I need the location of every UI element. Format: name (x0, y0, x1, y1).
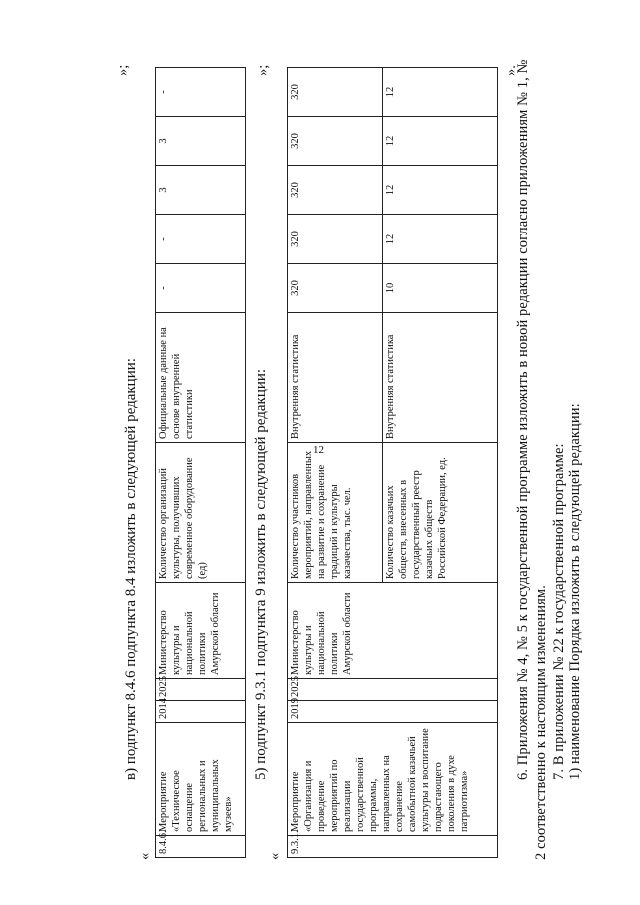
quote-close-3: ». (503, 65, 519, 76)
value-2: - (156, 215, 246, 264)
indicator-2: Количество казачьих обществ, внесенных в государственный реестр казачьих обществ Российской Федерации, ед. (383, 443, 498, 583)
paragraph-6-line-2: 2 соответственно к настоящим изменениям. (533, 585, 549, 860)
start-year: 2014 (156, 701, 246, 723)
end-year: 2025 (156, 679, 246, 701)
value-2-1: 10 (383, 264, 498, 313)
source-2: Внутренняя статистика (383, 313, 498, 443)
page-number: 12 (313, 444, 324, 456)
value-1-1: 320 (288, 264, 383, 313)
executor: Министерство культуры и национальной политики Амурской области (156, 583, 246, 679)
row-number: 8.4.6. (156, 836, 246, 858)
value-1-2: 320 (288, 215, 383, 264)
table-row (288, 68, 383, 858)
source-1: Внутренняя статистика (288, 313, 383, 443)
heading-v: в) подпункт 8.4.6 подпункта 8.4 изложить в следующей редакции: (123, 358, 139, 780)
executor: Министерство культуры и национальной политики Амурской области (288, 583, 498, 679)
rotated-page-content (115, 30, 585, 880)
paragraph-7-1: 1) наименование Порядка изложить в следующей редакции: (567, 403, 583, 780)
table-8-4-6 (155, 67, 246, 858)
table-row (156, 68, 246, 858)
row-number: 9.3.1. (288, 836, 498, 858)
heading-5: 5) подпункт 9.3.1 подпункта 9 изложить в следующей редакции: (253, 368, 269, 780)
quote-close-1: »; (115, 64, 131, 76)
paragraph-7: 7. В приложении № 22 к государственной программе: (551, 443, 567, 780)
indicator-1: Количество участников мероприятий, направленных на развитие и сохранение традиций и культуры казачества, тыс. чел. (288, 443, 383, 583)
quote-open-1: « (137, 852, 153, 860)
event-name: Мероприятие «Техническое оснащение региональных и муниципальных музеев» (156, 723, 246, 836)
value-1-5: 320 (288, 68, 383, 117)
value-3: 3 (156, 166, 246, 215)
start-year: 2019 (288, 701, 498, 723)
quote-open-2: « (267, 852, 283, 860)
value-4: 3 (156, 117, 246, 166)
source: Официальные данные на основе внутренней статистики (156, 313, 246, 443)
indicator: Количество организаций культуры, получивших современное оборудование (ед) (156, 443, 246, 583)
value-2-3: 12 (383, 166, 498, 215)
paragraph-6-line-1: 6. Приложения № 4, № 5 к государственной программе изложить в новой редакции согласно приложениям № 1, № (515, 59, 531, 780)
end-year: 2025 (288, 679, 498, 701)
event-name: Мероприятие «Организация и проведение мероприятий по реализации государственной программы, направленных на сохранение самобытной казачьей культуры и воспитание подрастающего поколения в духе патриотизма» (288, 723, 498, 836)
value-5: - (156, 68, 246, 117)
value-2-5: 12 (383, 68, 498, 117)
value-2-2: 12 (383, 215, 498, 264)
value-1: - (156, 264, 246, 313)
value-1-3: 320 (288, 166, 383, 215)
table-9-3-1 (287, 67, 498, 858)
value-2-4: 12 (383, 117, 498, 166)
value-1-4: 320 (288, 117, 383, 166)
quote-close-2: »; (255, 64, 271, 76)
